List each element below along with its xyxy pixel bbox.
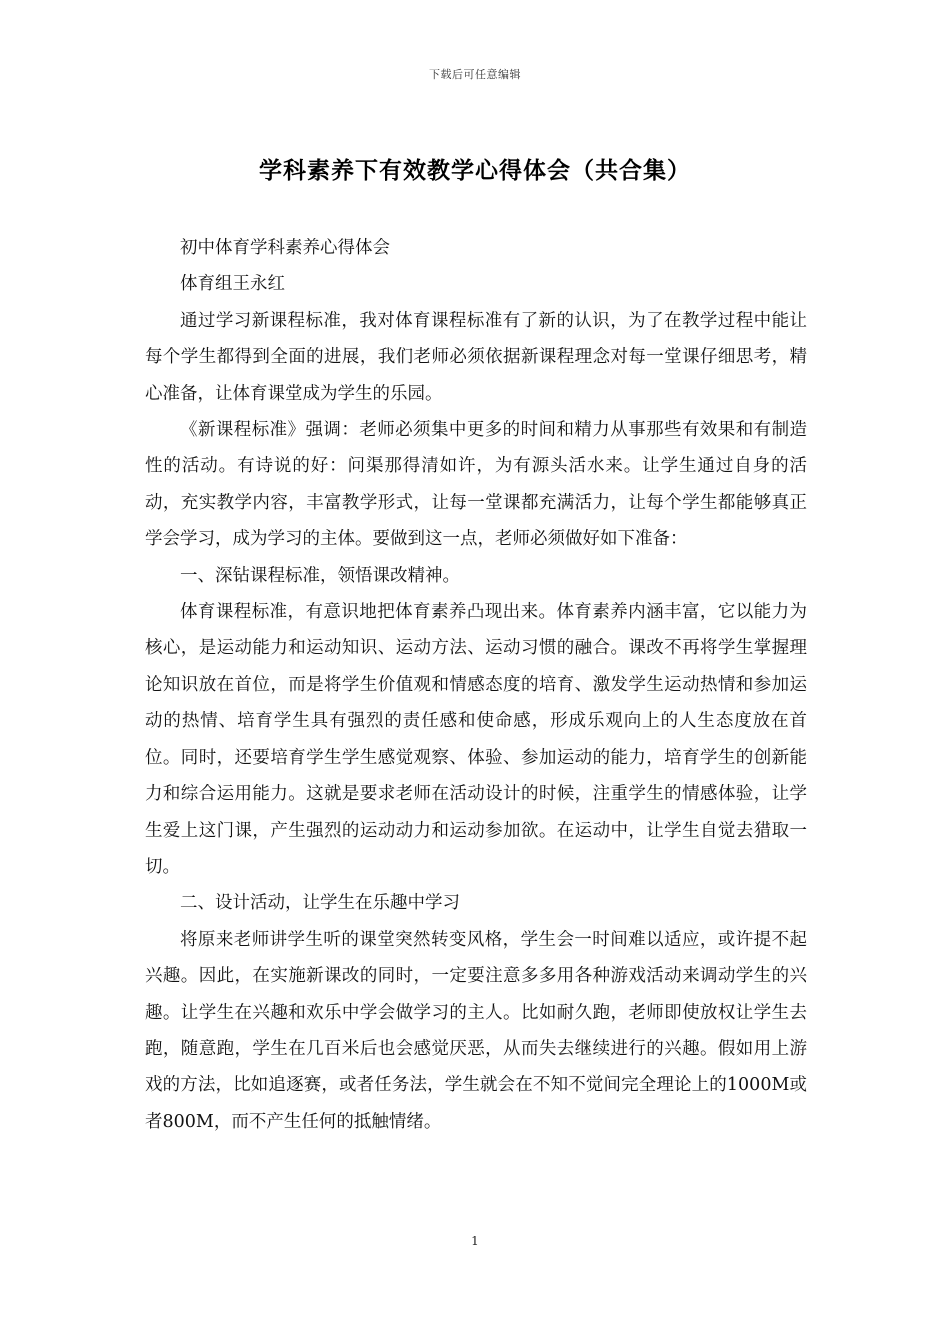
paragraph: 将原来老师讲学生听的课堂突然转变风格，学生会一时间难以适应，或许提不起兴趣。因此，在实施新课改的同时，一定要注意多多用各种游戏活动来调动学生的兴趣。让学生在兴趣和欢乐中学会做学习的主人。比如耐久跑，老师即使放权让学生去跑，随意跑，学生在几百米后也会感觉厌恶，从而失去继续进行的兴趣。假如用上游戏的方法，比如追逐赛，或者任务法，学生就会在不知不觉间完全理论上的1000M或者800M，而不产生任何的抵触情绪。 [145,929,807,1132]
document-body [145,230,807,1140]
section-heading: 一、深钻课程标准，领悟课改精神。 [180,565,460,586]
paragraph: 体育课程标准，有意识地把体育素养凸现出来。体育素养内涵丰富，它以能力为核心，是运动能力和运动知识、运动方法、运动习惯的融合。课改不再将学生掌握理论知识放在首位，而是将学生价值观和情感态度的培育、激发学生运动热情和参加运动的热情、培育学生具有强烈的责任感和使命感，形成乐观向上的人生态度放在首位。同时，还要培育学生学生感觉观察、体验、参加运动的能力，培育学生的创新能力和综合运用能力。这就是要求老师在活动设计的时候，注重学生的情感体验，让学生爱上这门课，产生强烈的运动动力和运动参加欲。在运动中，让学生自觉去猎取一切。 [145,602,807,877]
page-number: 1 [471,1234,479,1248]
section-heading: 二、设计活动，让学生在乐趣中学习 [180,893,460,914]
document-title: 学科素养下有效教学心得体会（共合集） [259,157,691,184]
paragraph: 通过学习新课程标准，我对体育课程标准有了新的认识，为了在教学过程中能让每个学生都得到全面的进展，我们老师必须依据新课程理念对每一堂课仔细思考，精心准备，让体育课堂成为学生的乐园。 [145,310,807,404]
subtitle: 初中体育学科素养心得体会 [180,238,390,258]
paragraph: 《新课程标准》强调：老师必须集中更多的时间和精力从事那些有效果和有制造性的活动。有诗说的好：问渠那得清如许，为有源头活水来。让学生通过自身的活动，充实教学内容，丰富教学形式，让每一堂课都充满活力，让每个学生都能够真正学会学习，成为学习的主体。要做到这一点，老师必须做好如下准备： [145,420,807,550]
author-line: 体育组王永红 [180,274,285,295]
header-note: 下载后可任意编辑 [429,68,521,81]
